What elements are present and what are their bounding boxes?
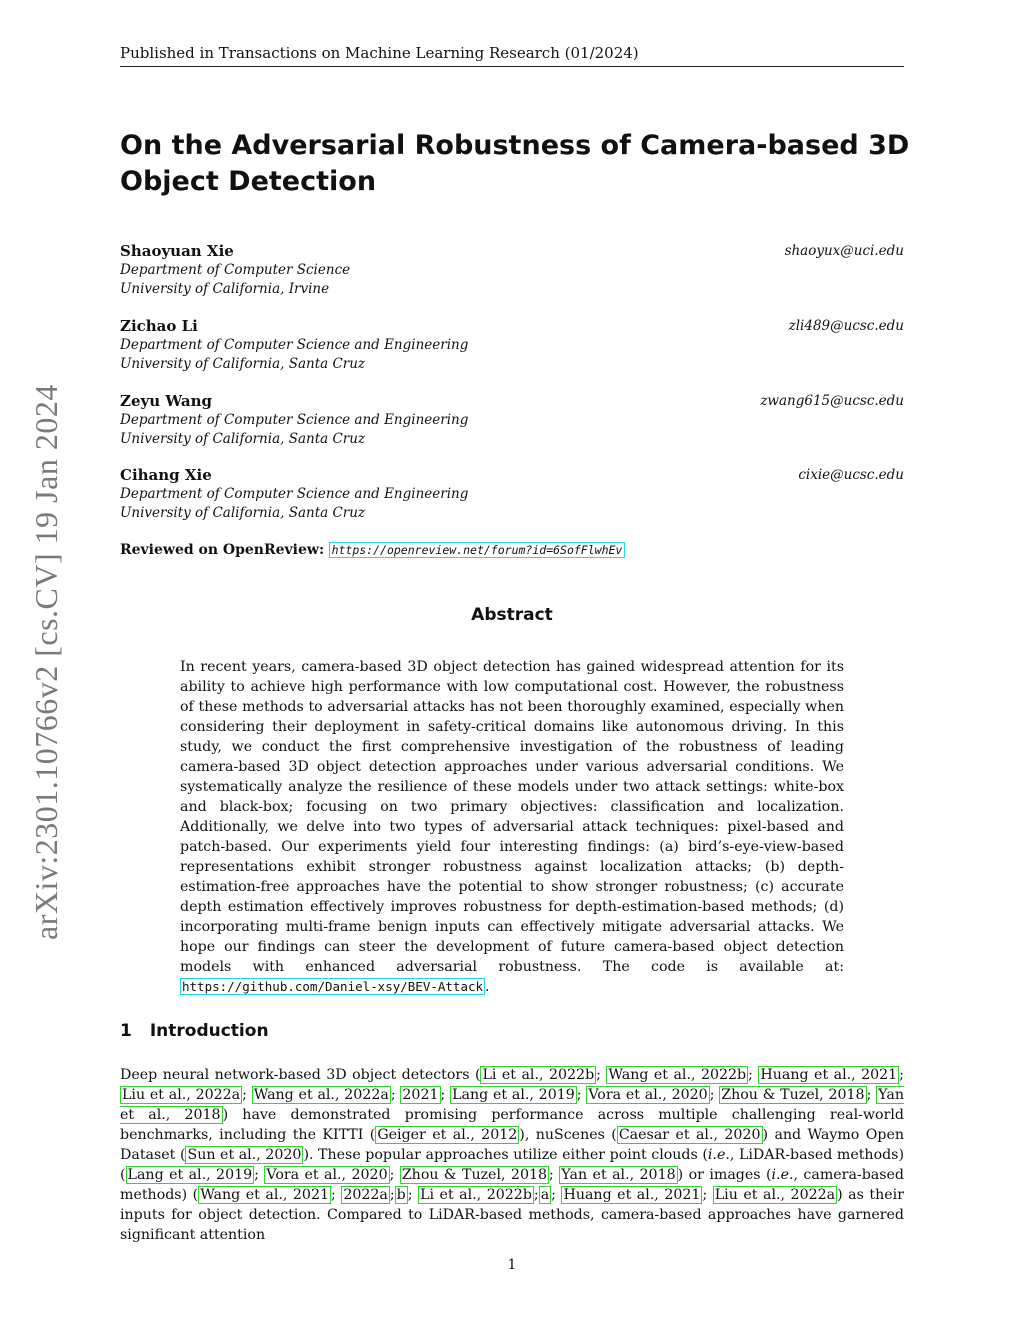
citation-link[interactable]: Wang et al., 2021 <box>200 1187 329 1203</box>
citation-link[interactable]: Liu et al., 2022a <box>714 1187 836 1203</box>
citation-link[interactable]: Lang et al., 2019 <box>127 1167 253 1183</box>
intro-text: ; <box>576 1087 587 1103</box>
intro-text: ) or images ( <box>677 1167 772 1183</box>
intro-text: ), nuScenes ( <box>519 1127 617 1143</box>
intro-text: ; <box>389 1187 395 1203</box>
intro-text: Deep neural network-based 3D object detectors ( <box>120 1067 481 1083</box>
citation-link[interactable]: Huang et al., 2021 <box>563 1187 701 1203</box>
intro-text: ). These popular approaches utilize either point clouds ( <box>303 1147 708 1163</box>
author-block <box>120 392 904 449</box>
intro-text: ) as their inputs for object detection. Compared to LiDAR-based methods, camera-based approaches have garnered significant attention <box>120 1187 904 1243</box>
arxiv-stamp[interactable]: arXiv:2301.10766v2 [cs.CV] 19 Jan 2024 <box>28 384 64 940</box>
author-block <box>120 317 904 374</box>
intro-text: ; <box>254 1167 265 1183</box>
author-email[interactable]: zwang615@ucsc.edu <box>760 393 904 409</box>
author-block <box>120 466 904 523</box>
intro-text: ; <box>440 1087 451 1103</box>
intro-text: ; <box>549 1167 560 1183</box>
intro-text: ; <box>389 1167 400 1183</box>
citation-link[interactable]: Wang et al., 2022b <box>608 1067 747 1083</box>
intro-text: ; <box>331 1187 342 1203</box>
citation-link[interactable]: Liu et al., 2022a <box>122 1087 241 1103</box>
page-number: 1 <box>507 1257 517 1273</box>
citation-link[interactable]: Geiger et al., 2012 <box>377 1127 518 1143</box>
intro-text: , camera-based methods) ( <box>120 1167 905 1203</box>
intro-text: ; <box>596 1067 607 1083</box>
intro-text: ; <box>899 1067 904 1083</box>
author-name: Cihang Xie <box>120 466 212 484</box>
section-number: 1 <box>120 1021 132 1041</box>
citation-link[interactable]: Li et al., 2022b <box>420 1187 532 1203</box>
citation-link[interactable]: 2022a <box>343 1187 388 1203</box>
citation-link[interactable]: Zhou & Tuzel, 2018 <box>721 1087 865 1103</box>
abstract-end: . <box>485 979 490 995</box>
intro-text: ; <box>748 1067 759 1083</box>
author-department: Department of Computer Science and Engineering <box>120 412 469 428</box>
openreview-label: Reviewed on OpenReview: <box>120 542 325 558</box>
intro-text: ; <box>709 1087 720 1103</box>
abstract-heading: Abstract <box>471 605 553 625</box>
abstract-text: In recent years, camera-based 3D object detection has gained widespread attention for its ability to achieve high performance with low computational cost. However, the robustness of these methods to adversarial attacks has not been thoroughly examined, especially when considering their deployment in safety-critical domains like autonomous driving. In this study, we conduct the first comprehensive investigation of the robustness of leading camera-based 3D object detection approaches under various adversarial conditions. We systematically analyze the resilience of these models under two attack settings: white-box and black-box; focusing on two primary objectives: classification and localization. Additionally, we delve into two types of adversarial attack techniques: pixel-based and patch-based. Our experiments yield four interesting findings: (a) bird’s-eye-view-based representations exhibit stronger robustness against localization attacks; (b) depth-estimation-free approaches have the potential to show stronger robustness; (c) accurate depth estimation effectively improves robustness for depth-estimation-based methods; (d) incorporating multi-frame benign inputs can effectively mitigate adversarial attacks. We hope our findings can steer the development of future camera-based object detection models with enhanced adversarial robustness. The code is available at: <box>180 659 844 975</box>
author-university: University of California, Santa Cruz <box>120 431 366 447</box>
intro-text: ; <box>390 1087 401 1103</box>
citation-link[interactable]: Yan et al., 2018 <box>120 1087 905 1123</box>
citation-link[interactable]: Yan et al., 2018 <box>561 1167 676 1183</box>
citation-link[interactable]: Caesar et al., 2020 <box>618 1127 761 1143</box>
intro-text: ; <box>533 1187 539 1203</box>
author-department: Department of Computer Science and Engineering <box>120 486 469 502</box>
author-name: Zichao Li <box>120 317 198 335</box>
abstract-body <box>180 657 844 997</box>
intro-text: ; <box>702 1187 713 1203</box>
author-university: University of California, Santa Cruz <box>120 356 366 372</box>
citation-link[interactable]: Vora et al., 2020 <box>588 1087 708 1103</box>
paper-title: On the Adversarial Robustness of Camera-based 3D Object Detection <box>120 130 910 197</box>
citation-link[interactable]: 2021 <box>402 1087 439 1103</box>
citation-link[interactable]: Sun et al., 2020 <box>187 1147 302 1163</box>
author-university: University of California, Santa Cruz <box>120 505 366 521</box>
author-email[interactable]: shaoyux@uci.edu <box>784 243 904 259</box>
author-department: Department of Computer Science <box>120 262 351 278</box>
citation-link[interactable]: Huang et al., 2021 <box>760 1067 898 1083</box>
citation-link[interactable]: a <box>540 1187 550 1203</box>
author-university: University of California, Irvine <box>120 281 330 297</box>
author-department: Department of Computer Science and Engineering <box>120 337 469 353</box>
openreview-link[interactable]: https://openreview.net/forum?id=6SofFlwhEv <box>329 542 626 558</box>
author-email[interactable]: cixie@ucsc.edu <box>798 467 904 483</box>
introduction-paragraph <box>120 1065 904 1245</box>
citation-link[interactable]: Wang et al., 2022a <box>253 1087 389 1103</box>
intro-text: ; <box>551 1187 562 1203</box>
author-email[interactable]: zli489@ucsc.edu <box>788 318 904 334</box>
citation-link[interactable]: Zhou & Tuzel, 2018 <box>401 1167 548 1183</box>
intro-text: ) and Waymo Open Dataset ( <box>120 1127 904 1163</box>
intro-italic: i.e. <box>707 1147 730 1163</box>
intro-text: , LiDAR-based methods) ( <box>120 1147 905 1183</box>
intro-text: ) have demonstrated promising performance across multiple challenging real-world benchmarks, including the KITTI ( <box>120 1107 904 1143</box>
code-link[interactable]: https://github.com/Daniel-xsy/BEV-Attack <box>182 979 484 994</box>
intro-text: ; <box>407 1187 419 1203</box>
intro-text: ; <box>866 1087 877 1103</box>
intro-text: ; <box>242 1087 252 1103</box>
running-head: Published in Transactions on Machine Learning Research (01/2024) <box>120 44 904 67</box>
citation-link[interactable]: Lang et al., 2019 <box>452 1087 575 1103</box>
citation-link[interactable]: Li et al., 2022b <box>482 1067 595 1083</box>
author-name: Shaoyuan Xie <box>120 242 234 260</box>
author-name: Zeyu Wang <box>120 392 212 410</box>
section-title: Introduction <box>149 1021 269 1041</box>
citation-link[interactable]: b <box>396 1187 406 1203</box>
intro-italic: i.e. <box>771 1167 794 1183</box>
citation-link[interactable]: Vora et al., 2020 <box>266 1167 388 1183</box>
author-block <box>120 242 904 299</box>
openreview-line <box>120 541 625 560</box>
section-heading-introduction <box>120 1021 269 1041</box>
